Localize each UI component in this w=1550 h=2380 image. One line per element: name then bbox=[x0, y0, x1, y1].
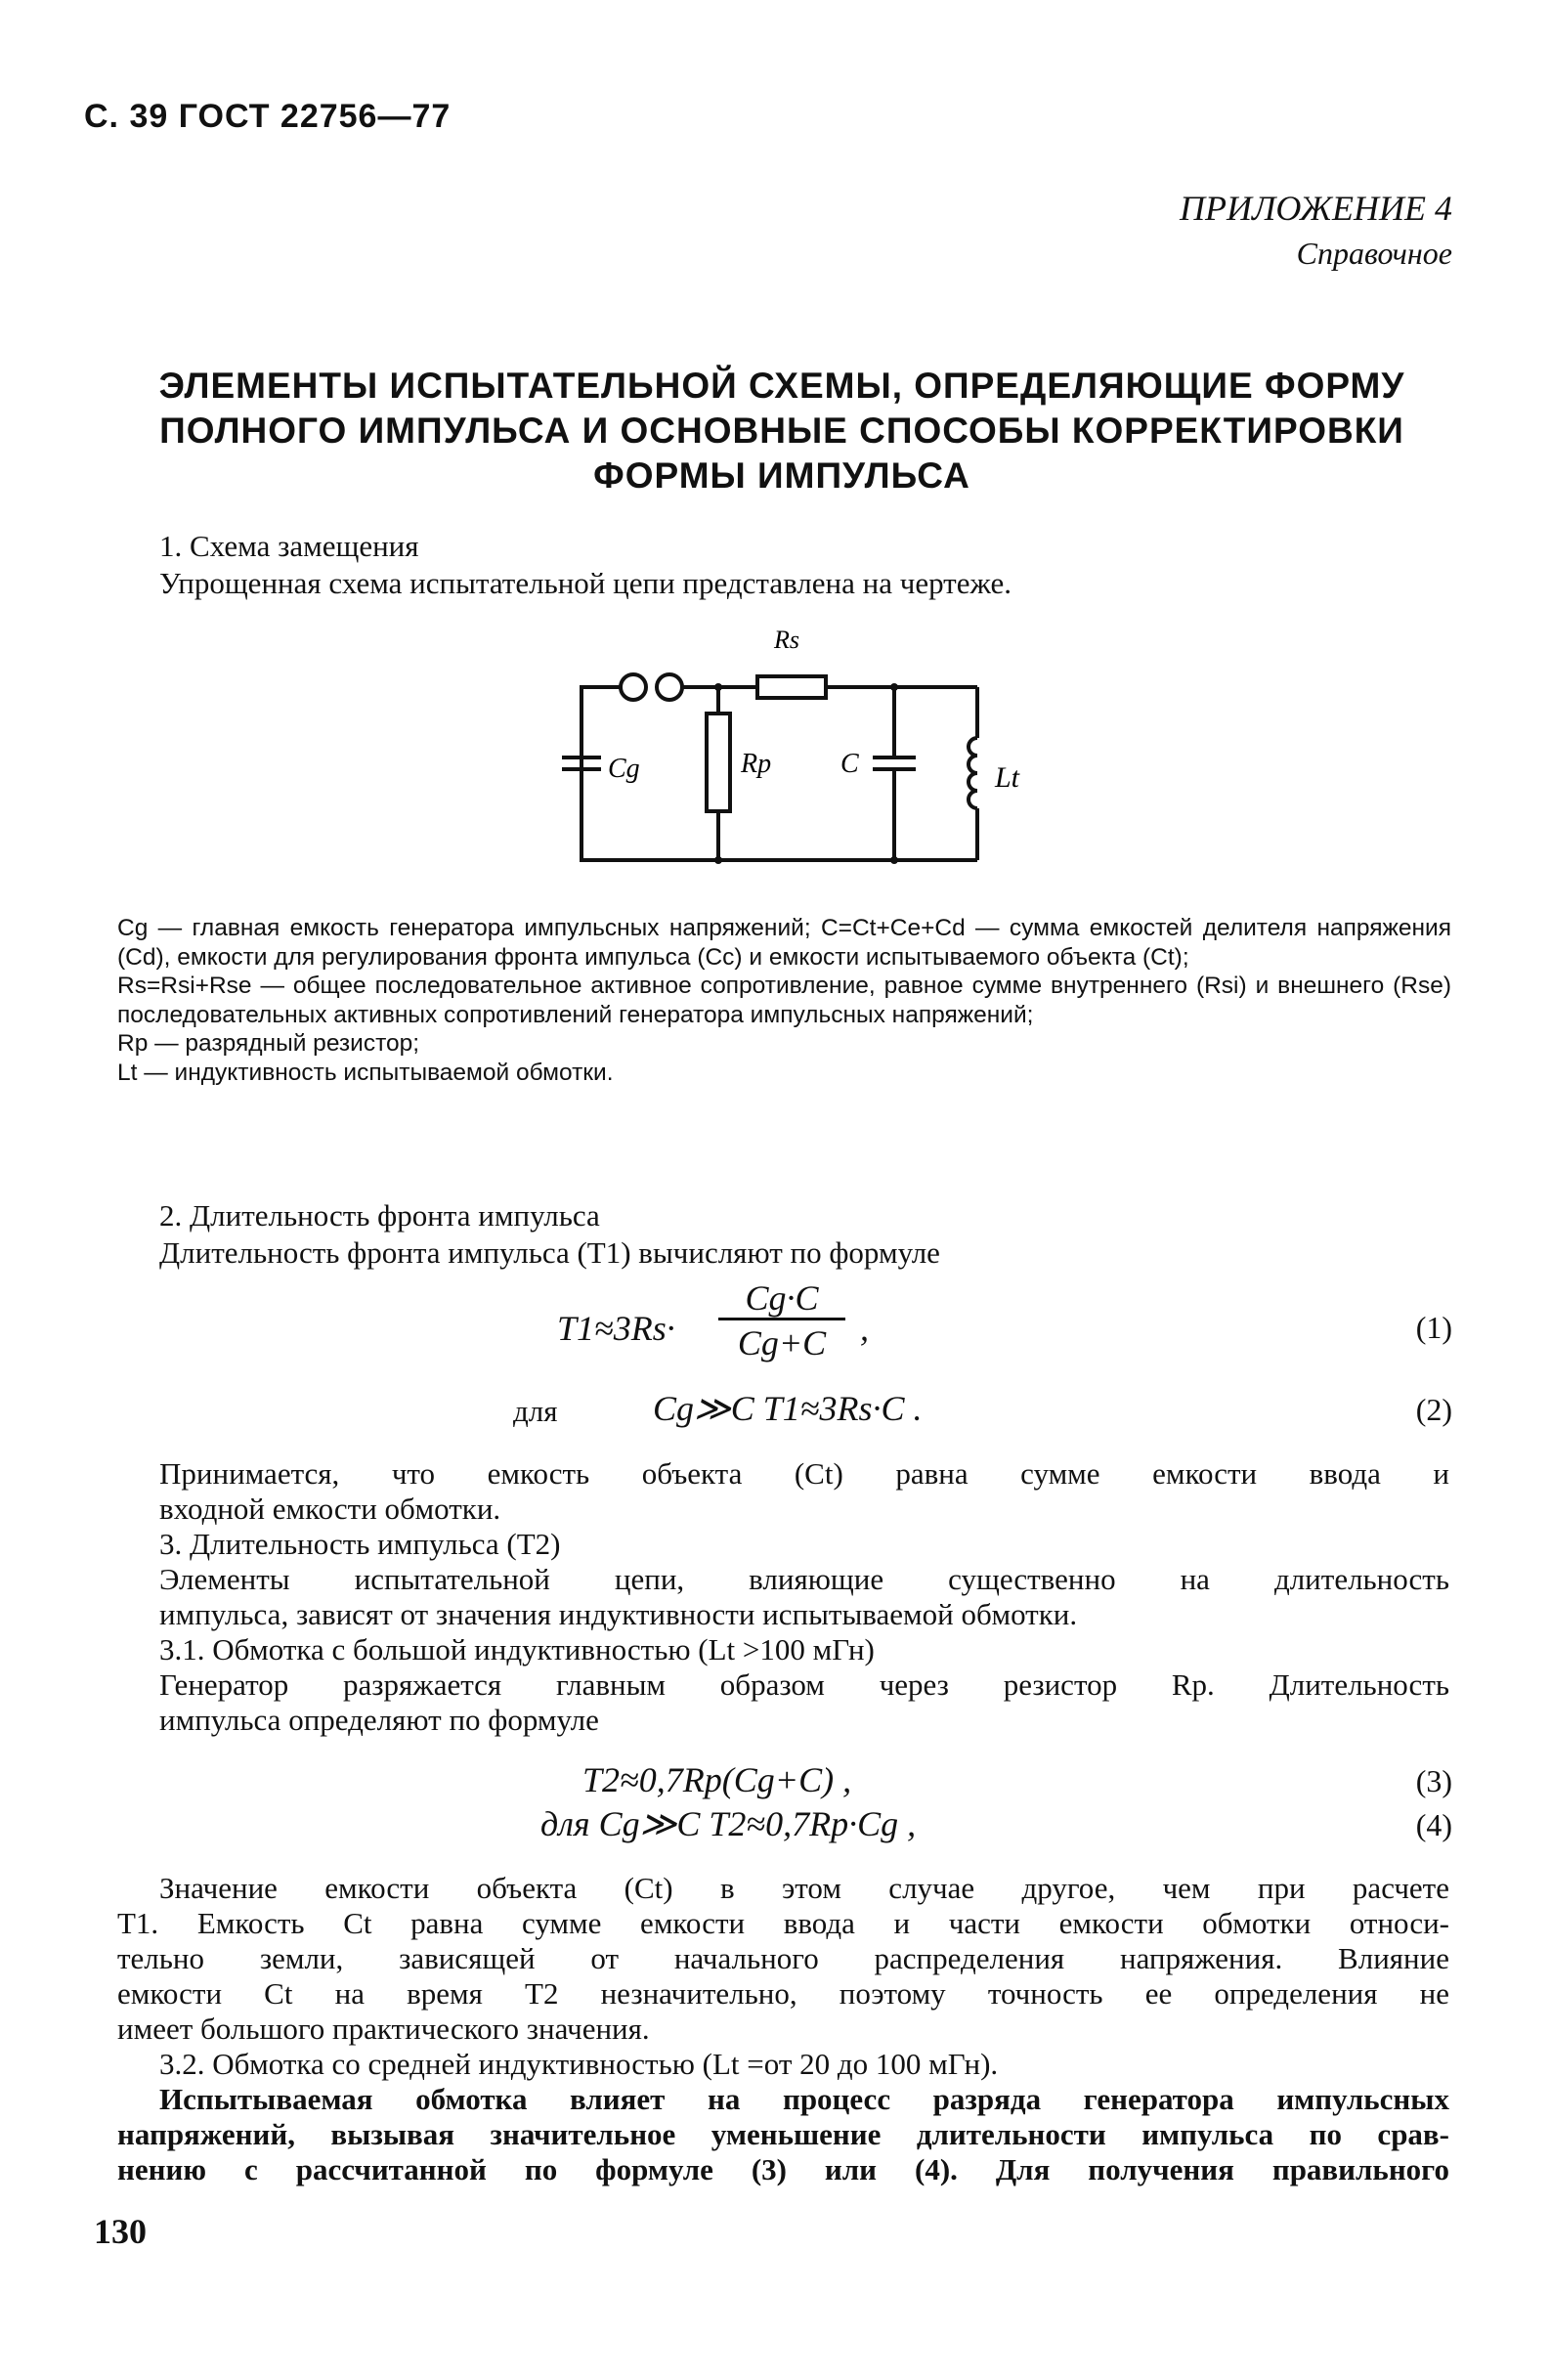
section-2-text: Длительность фронта импульса (T1) вычисляют по формуле bbox=[159, 1235, 940, 1270]
formula-1-tail: , bbox=[860, 1309, 869, 1348]
formula-2: Cg≫C T1≈3Rs·C . bbox=[653, 1389, 923, 1428]
circuit-diagram bbox=[547, 621, 1020, 875]
diagram-legend bbox=[117, 914, 1451, 1087]
section-3-1-paragraph-line-4: емкости Ct на время T2 незначительно, поэтому точность ее определения не bbox=[117, 1976, 1449, 2011]
section-3-1-paragraph-line-3: тельно земли, зависящей от начального распределения напряжения. Влияние bbox=[117, 1941, 1449, 1975]
section-3-line-1: Элементы испытательной цепи, влияющие существенно на длительность bbox=[159, 1562, 1449, 1596]
page-number: 130 bbox=[94, 2212, 147, 2251]
legend-lt: Lt — индуктивность испытываемой обмотки. bbox=[117, 1059, 614, 1086]
section-3-1-heading: 3.1. Обмотка с большой индуктивностью (Lt >100 мГн) bbox=[159, 1632, 875, 1666]
formula-4: для Cg≫C T2≈0,7Rp·Cg , bbox=[540, 1804, 917, 1843]
section-2-note-line-2: входной емкости обмотки. bbox=[159, 1492, 501, 1526]
formula-1-numerator: Cg·C bbox=[718, 1278, 845, 1320]
section-3-1-line-2: импульса определяют по формуле bbox=[159, 1703, 599, 1737]
label-rp: Rp bbox=[741, 749, 772, 779]
section-3-1-paragraph-line-5: имеет большого практического значения. bbox=[117, 2012, 650, 2046]
equation-number-4: (4) bbox=[1415, 1807, 1452, 1842]
section-3-2-line-2: напряжений, вызывая значительное уменьшение длительности импульса по срав- bbox=[117, 2117, 1449, 2151]
section-3-line-2: импульса, зависят от значения индуктивности испытываемой обмотки. bbox=[159, 1597, 1078, 1631]
legend-rp: Rp — разрядный резистор; bbox=[117, 1030, 420, 1057]
inductor-lt bbox=[969, 738, 977, 808]
label-cg: Cg bbox=[608, 754, 640, 784]
section-1-heading: 1. Схема замещения bbox=[159, 529, 419, 563]
equation-number-1: (1) bbox=[1415, 1310, 1452, 1345]
appendix-number: ПРИЛОЖЕНИЕ 4 bbox=[1180, 189, 1452, 228]
legend-cg: Cg — главная емкость генератора импульсных напряжений; C=Ct+Ce+Cd — сумма емкостей делителя напряжения (Cd), емкости для регулирования фронта импульса (Cc) и емкости испытываемого объекта (Ct); bbox=[117, 915, 1451, 971]
legend-rs: Rs=Rsi+Rse — общее последовательное активное сопротивление, равное сумме внутреннего (Rsi) и внешнего (Rse) последовательных активных сопротивлений генератора импульсных напряжений; bbox=[117, 973, 1451, 1028]
terminal-left bbox=[621, 674, 646, 700]
title-line-2: ПОЛНОГО ИМПУЛЬСА И ОСНОВНЫЕ СПОСОБЫ КОРРЕКТИРОВКИ bbox=[159, 411, 1404, 451]
formula-1-denominator: Cg+C bbox=[737, 1323, 827, 1363]
label-rs: Rs bbox=[774, 626, 799, 654]
label-c: C bbox=[840, 749, 859, 779]
resistor-rp bbox=[707, 714, 730, 811]
section-3-2-line-3: нению с рассчитанной по формуле (3) или (4). Для получения правильного bbox=[117, 2152, 1449, 2186]
formula-1-left: T1≈3Rs· bbox=[557, 1309, 675, 1348]
section-3-1-paragraph-line-1: Значение емкости объекта (Ct) в этом случае другое, чем при расчете bbox=[159, 1871, 1449, 1905]
resistor-rs bbox=[757, 676, 826, 698]
document-title bbox=[127, 364, 1437, 498]
section-3-1-line-1: Генератор разряжается главным образом через резистор Rp. Длительность bbox=[159, 1667, 1449, 1702]
ground-wire bbox=[581, 687, 977, 860]
appendix-label bbox=[1180, 186, 1452, 276]
title-line-1: ЭЛЕМЕНТЫ ИСПЫТАТЕЛЬНОЙ СХЕМЫ, ОПРЕДЕЛЯЮЩИЕ ФОРМУ bbox=[158, 366, 1405, 406]
terminal-right bbox=[657, 674, 682, 700]
section-3-2-heading: 3.2. Обмотка со средней индуктивностью (Lt =от 20 до 100 мГн). bbox=[159, 2047, 999, 2081]
formula-3: T2≈0,7Rp(Cg+C) , bbox=[582, 1760, 852, 1799]
label-lt: Lt bbox=[995, 761, 1020, 794]
equation-number-3: (3) bbox=[1415, 1763, 1452, 1798]
section-3-1-paragraph-line-2: T1. Емкость Ct равна сумме емкости ввода и части емкости обмотки относи- bbox=[117, 1906, 1449, 1940]
title-line-3: ФОРМЫ ИМПУЛЬСА bbox=[593, 455, 970, 496]
section-1-text: Упрощенная схема испытательной цепи представлена на чертеже. bbox=[159, 566, 1012, 600]
equation-number-2: (2) bbox=[1415, 1392, 1452, 1427]
section-3-2-line-1: Испытываемая обмотка влияет на процесс разряда генератора импульсных bbox=[159, 2082, 1449, 2116]
section-2-heading: 2. Длительность фронта импульса bbox=[159, 1198, 600, 1233]
section-2-note-line-1: Принимается, что емкость объекта (Ct) равна сумме емкости ввода и bbox=[159, 1456, 1449, 1491]
appendix-type: Справочное bbox=[1296, 236, 1452, 271]
page-header: С. 39 ГОСТ 22756—77 bbox=[84, 98, 452, 135]
section-3-heading: 3. Длительность импульса (T2) bbox=[159, 1527, 561, 1561]
formula-2-for-label: для bbox=[513, 1394, 558, 1428]
